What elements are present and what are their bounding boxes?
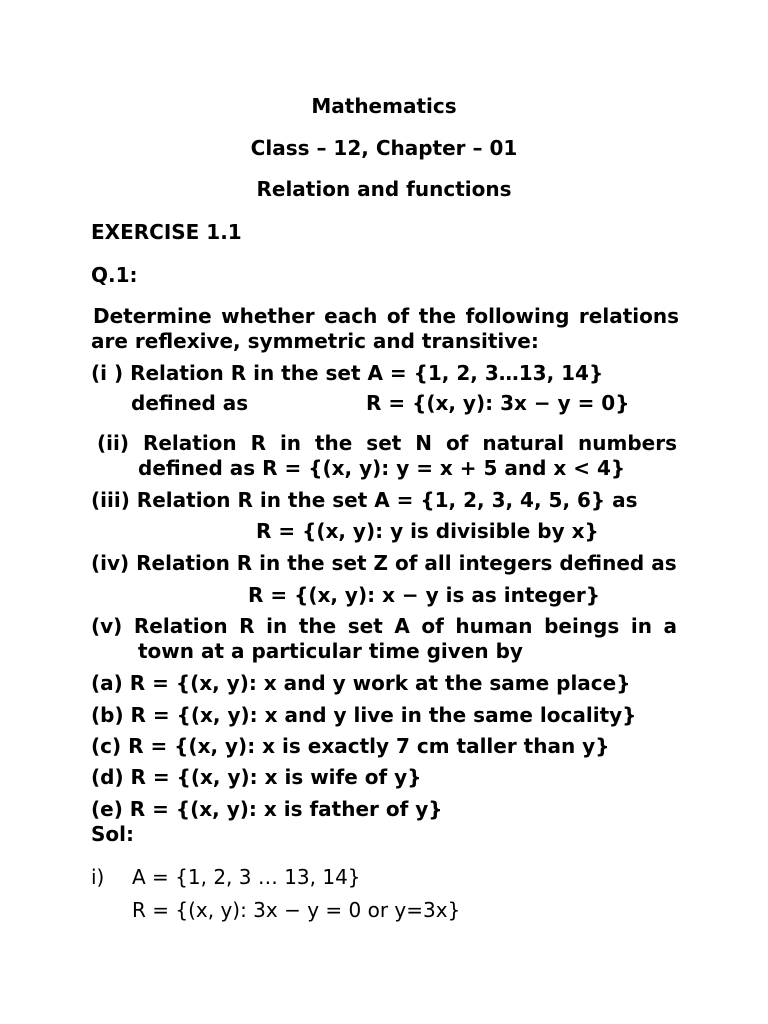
subject-title: Mathematics (311, 94, 457, 118)
part-iv-line-1: (iv) Relation R in the set Z of all integers defined as (91, 551, 677, 575)
solution-i-line-2: R = {(x, y): 3x − y = 0 or y=3x} (132, 898, 461, 922)
part-i-line-1: (i ) Relation R in the set A = {1, 2, 3…13, 14} (91, 361, 604, 385)
part-v-line-2: town at a particular time given by (138, 639, 523, 663)
part-iii-line-2: R = {(x, y): y is divisible by x} (256, 519, 599, 543)
part-iv-line-2: R = {(x, y): x − y is as integer} (248, 583, 600, 607)
part-v-e: (e) R = {(x, y): x is father of y} (91, 797, 443, 821)
part-iii-line-1: (iii) Relation R in the set A = {1, 2, 3, 4, 5, 6} as (91, 488, 638, 512)
solution-i-line-1: A = {1, 2, 3 … 13, 14} (132, 865, 361, 889)
part-i-defined-as: defined as (131, 391, 249, 415)
part-v-a: (a) R = {(x, y): x and y work at the same place} (91, 671, 631, 695)
part-ii-line-1: (ii) Relation R in the set N of natural numbers (97, 431, 677, 455)
part-v-b: (b) R = {(x, y): x and y live in the same locality} (91, 703, 637, 727)
topic-title: Relation and functions (256, 177, 512, 201)
part-i-relation: R = {(x, y): 3x − y = 0} (366, 391, 630, 415)
solution-i-label: i) (91, 865, 105, 889)
question-number: Q.1: (91, 263, 138, 287)
question-intro-line-2: are reflexive, symmetric and transitive: (91, 329, 539, 353)
part-v-d: (d) R = {(x, y): x is wife of y} (91, 765, 422, 789)
exercise-heading: EXERCISE 1.1 (91, 220, 242, 244)
class-chapter: Class – 12, Chapter – 01 (250, 136, 518, 160)
part-ii-line-2: defined as R = {(x, y): y = x + 5 and x < 4} (138, 456, 626, 480)
part-v-c: (c) R = {(x, y): x is exactly 7 cm taller than y} (91, 734, 610, 758)
question-intro-line-1: Determine whether each of the following relations (93, 304, 679, 328)
solution-label: Sol: (91, 822, 134, 846)
part-v-line-1: (v) Relation R in the set A of human beings in a (91, 614, 677, 638)
